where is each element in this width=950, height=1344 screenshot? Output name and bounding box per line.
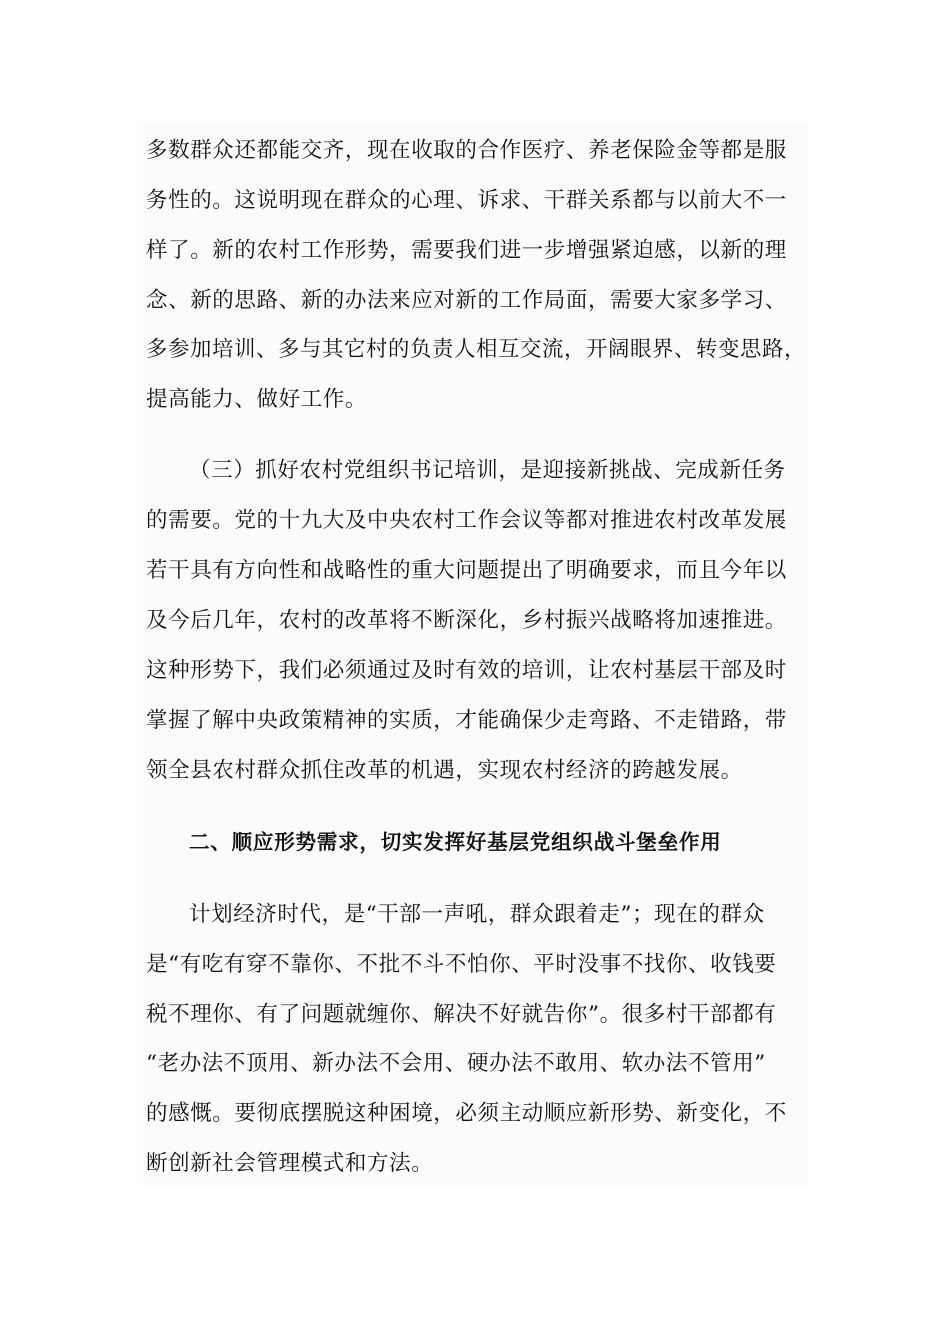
paragraph-1-line-3: 样了。新的农村工作形势，需要我们进一步增强紧迫感，以新的理 <box>146 238 787 263</box>
paragraph-3-line-6: 断创新社会管理模式和方法。 <box>146 1151 434 1176</box>
paragraph-2-line-2: 的需要。党的十九大及中央农村工作会议等都对推进农村改革发展 <box>146 508 787 533</box>
paragraph-1-line-2: 务性的。这说明现在群众的心理、诉求、干群关系都与以前大不一 <box>146 188 787 213</box>
paragraph-2-line-5: 这种形势下，我们必须通过及时有效的培训，让农村基层干部及时 <box>146 658 787 683</box>
paragraph-2-line-7: 领全县农村群众抓住改革的机遇，实现农村经济的跨越发展。 <box>146 758 743 783</box>
section-heading: 二、顺应形势需求，切实发挥好基层党组织战斗堡垒作用 <box>189 830 722 854</box>
paragraph-3-line-5: 的感慨。要彻底摆脱这种困境，必须主动顺应新形势、新变化，不 <box>146 1101 787 1126</box>
paragraph-2-line-4: 及今后几年，农村的改革将不断深化，乡村振兴战略将加速推进。 <box>146 608 787 633</box>
paragraph-3-line-1: 计划经济时代，是“干部一声吼，群众跟着走”；现在的群众 <box>189 902 765 927</box>
paragraph-1-line-6: 提高能力、做好工作。 <box>146 387 368 412</box>
paragraph-2-line-3: 若干具有方向性和战略性的重大问题提出了明确要求，而且今年以 <box>146 558 787 583</box>
paragraph-2-line-1: （三）抓好农村党组织书记培训，是迎接新挑战、完成新任务 <box>189 458 786 483</box>
paragraph-1-line-4: 念、新的思路、新的办法来应对新的工作局面，需要大家多学习、 <box>146 288 787 313</box>
paragraph-3-line-2: 是“有吃有穿不靠你、不批不斗不怕你、平时没事不找你、收钱要 <box>146 952 777 977</box>
paragraph-1-line-5: 多参加培训、多与其它村的负责人相互交流，开阔眼界、转变思路， <box>146 337 807 362</box>
paragraph-2-line-6: 掌握了解中央政策精神的实质，才能确保少走弯路、不走错路，带 <box>146 708 787 733</box>
paragraph-3-line-3: 税不理你、有了问题就缠你、解决不好就告你”。很多村干部都有 <box>146 1002 777 1027</box>
paragraph-1-line-1: 多数群众还都能交齐，现在收取的合作医疗、养老保险金等都是服 <box>146 138 787 163</box>
paragraph-3-line-4: “老办法不顶用、新办法不会用、硬办法不敢用、软办法不管用” <box>146 1051 766 1076</box>
